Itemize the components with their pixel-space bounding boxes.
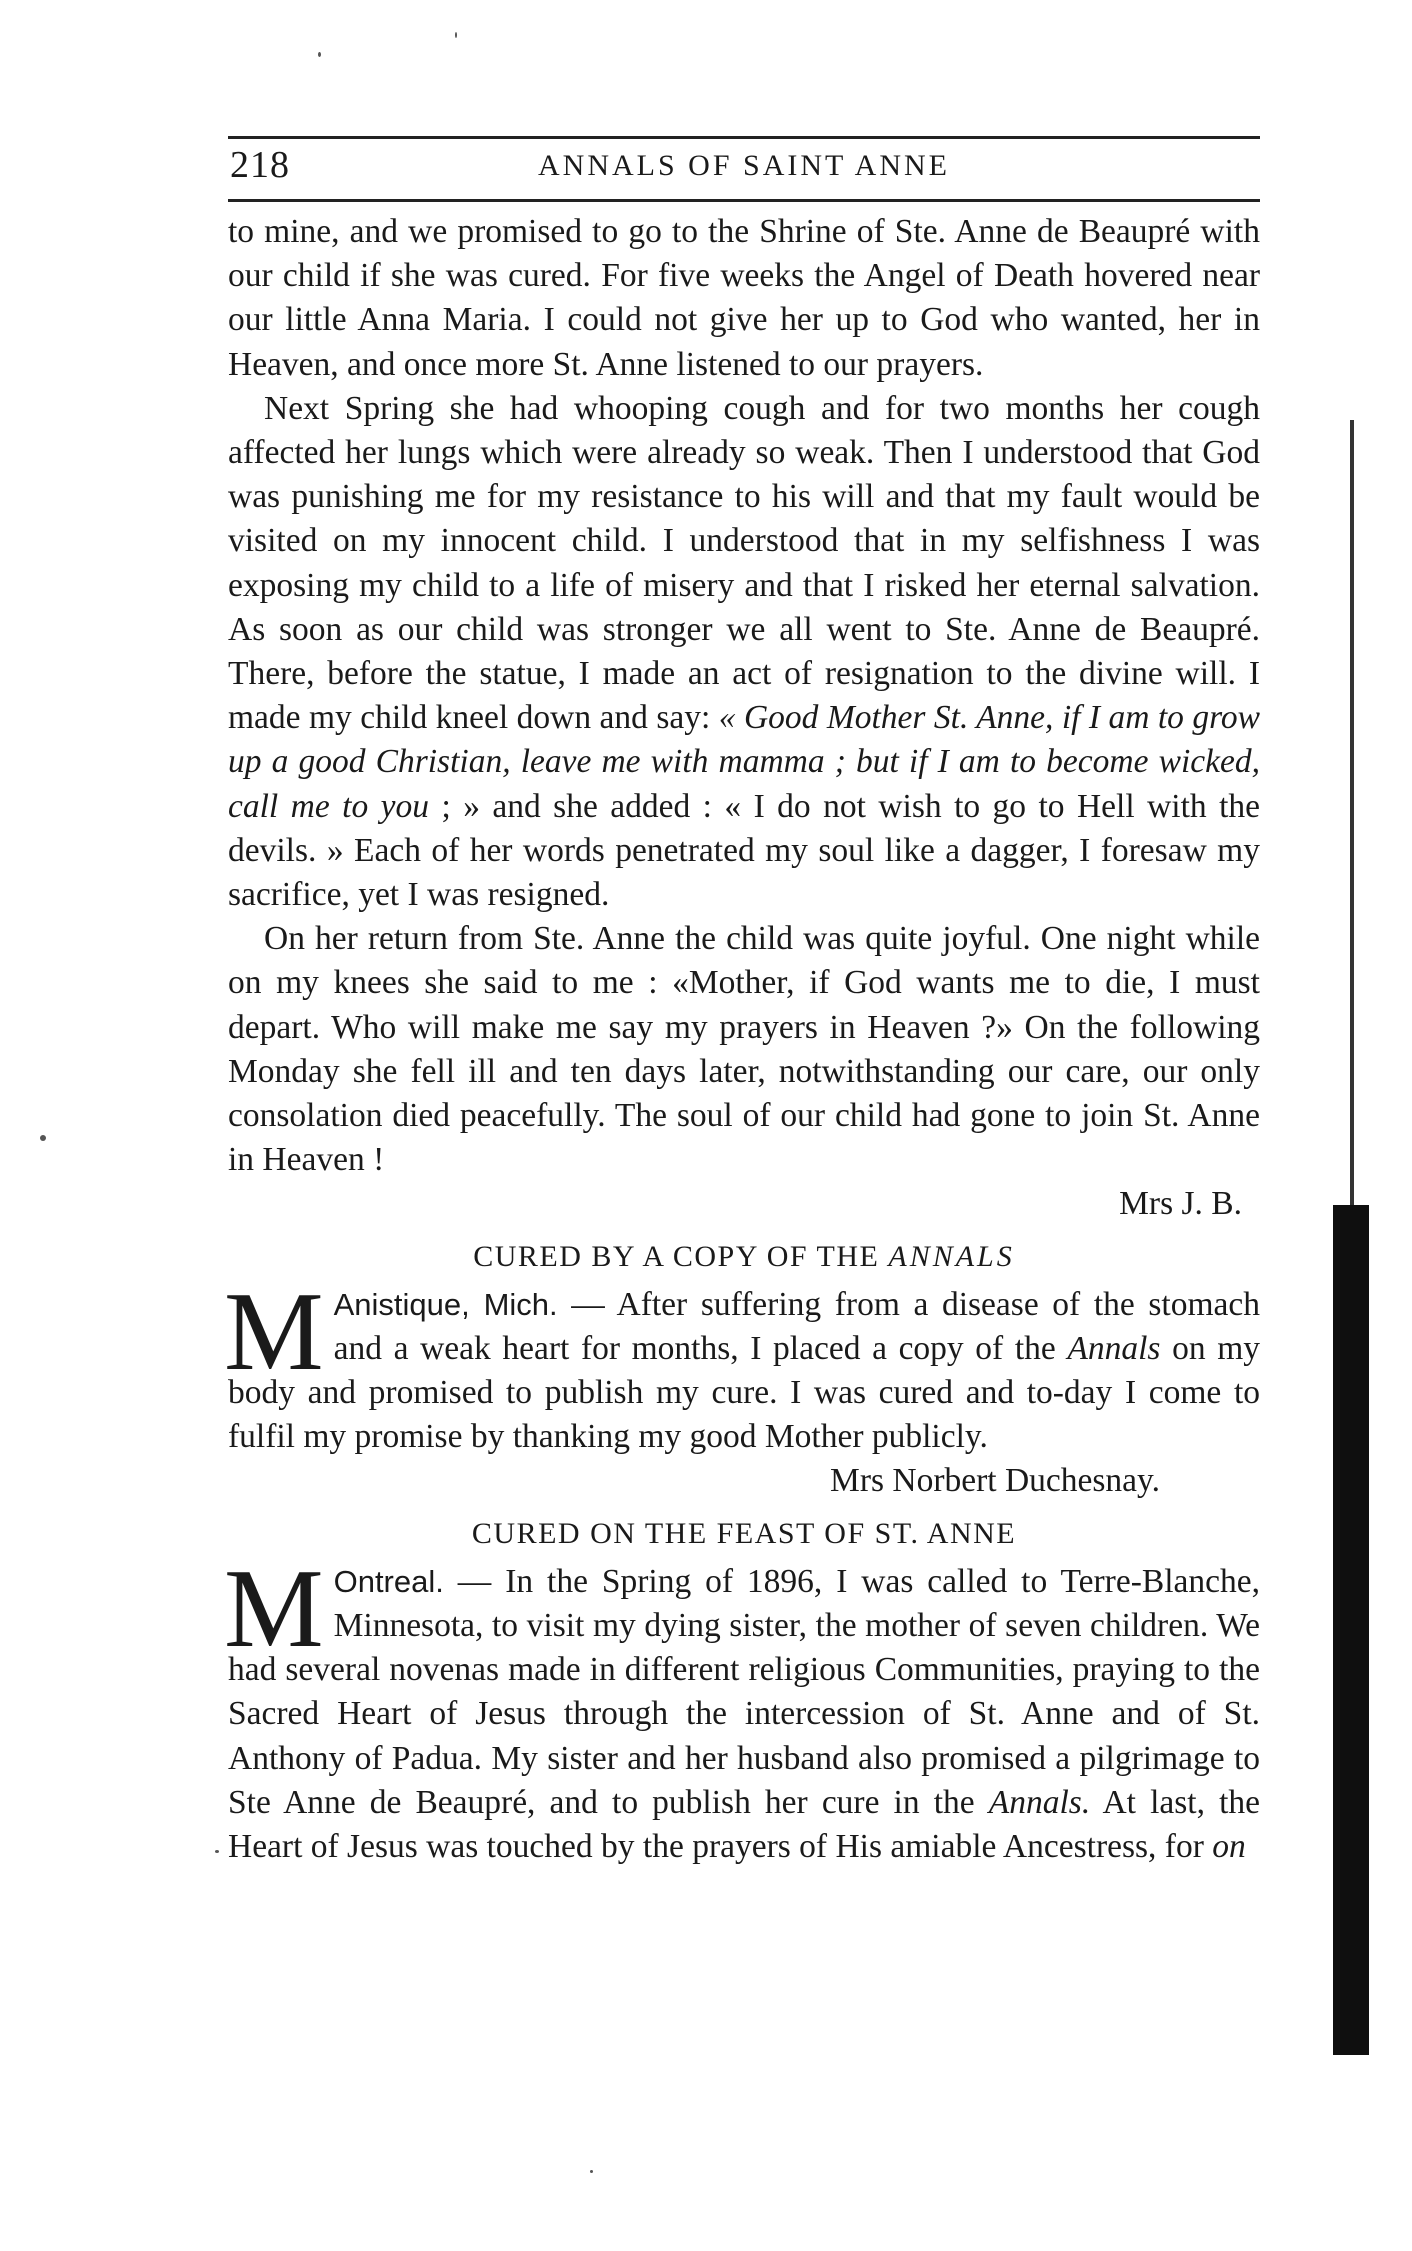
page-header	[228, 136, 1260, 202]
article	[224, 1269, 1261, 1504]
scan-speck	[590, 2170, 593, 2173]
signature: Mrs Norbert Duchesnay.	[830, 1462, 1160, 1500]
scan-speck	[215, 1850, 219, 1853]
article-text: — In the Spring of 1896, I was called to Terre-Blanche, Minnesota, to visit my dying sister, the mother of seven children. We had several novenas made in different religious Communities, praying to the Sacred Heart of Jesus through the intercession of St. Anne and of St. Anthony of Padua. My sister and her husband also promised a pilgrimage to Ste Anne de Beaupré, and to publish her cure in the	[228, 1562, 1260, 1821]
annals-italic: Annals.	[988, 1783, 1091, 1821]
article-heading: CURED ON THE FEAST OF ST. ANNE	[471, 1516, 1017, 1550]
article-text: on my body and promised to publish my cure. I was cured and to-day I come to fulfil my promise by thanking my good Mother publicly.	[228, 1329, 1261, 1456]
running-title: ANNALS OF SAINT ANNE	[538, 149, 950, 182]
scan-speck	[318, 52, 321, 57]
article	[224, 1546, 1261, 1869]
article-lead: Ontreal.	[333, 1563, 444, 1599]
paragraph-text: ; » and she added : « I do not wish to go to Hell with the devils. » Each of her words penetrated my soul like a dagger, I foresaw my sacrifice, yet I was resigned.	[228, 787, 1260, 914]
paragraph: to mine, and we promised to go to the Shrine of Ste. Anne de Beaupré with our child if she was cured. For five weeks the Angel of Death hovered near our little Anna Maria. I could not give her up to God who wanted, her in Heaven, and once more St. Anne listened to our prayers.	[228, 213, 1260, 383]
article-text-italic: on	[1212, 1827, 1246, 1865]
article-heading: CURED BY A COPY OF THE ANNALS	[473, 1239, 1015, 1273]
article-text: At last, the Heart of Jesus was touched by the prayers of His amiable Ancestress, for	[228, 1783, 1261, 1865]
paragraph-text: On her return from Ste. Anne the child was quite joyful. One night while on my knees she said to me : «Mother, if God wants me to die, I must depart. Who will make me say my prayers in Heaven ?» On the following Monday she fell ill and ten days later, notwithstanding our care, our only consolation died peacefully. The soul of our child had gone to join St. Anne in Heaven !	[228, 920, 1260, 1179]
quoted-prayer: « Good Mother St. Anne, if I am to grow up a good Christian, leave me with mamma ; but if I am to become wicked, call me to you	[228, 699, 1261, 825]
article-lead: Anistique, Mich.	[333, 1286, 558, 1322]
paragraph	[228, 387, 1260, 917]
scan-edge-shadow	[1333, 1205, 1369, 2055]
article-heading-italic: ANNALS	[888, 1239, 1015, 1273]
scan-edge-line	[1350, 420, 1354, 1210]
scan-speck	[40, 1135, 46, 1141]
annals-italic: Annals	[1067, 1329, 1161, 1367]
drop-cap: M	[224, 1546, 324, 1671]
paragraph-text: Next Spring she had whooping cough and for two months her cough affected her lungs which were already so weak. Then I understood that God was punishing me for my resistance to his will and that my fault would be visited on my innocent child. I understood that in my selfishness I was exposing my child to a life of misery and that I risked her eternal salvation. As soon as our child was stronger we all went to Ste. Anne de Beaupré. There, before the statue, I made an act of resignation to the divine will. I made my child kneel down and say:	[228, 389, 1260, 737]
signature-line	[228, 1459, 1260, 1503]
drop-cap: M	[224, 1269, 324, 1394]
article-text: — After suffering from a disease of the stomach and a weak heart for months, I placed a copy of the	[333, 1285, 1260, 1367]
page-number: 218	[230, 144, 290, 186]
page-body	[224, 210, 1261, 1869]
signature: Mrs J. B.	[1119, 1185, 1242, 1223]
signature-line	[228, 1182, 1260, 1226]
paragraph	[228, 917, 1260, 1182]
scan-speck	[455, 32, 457, 38]
